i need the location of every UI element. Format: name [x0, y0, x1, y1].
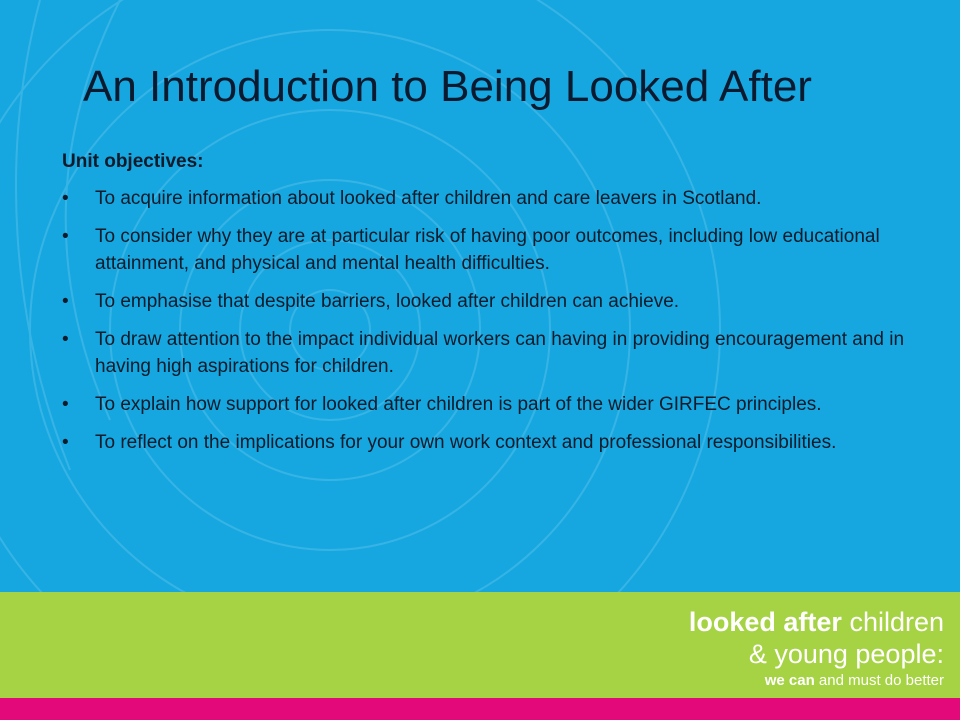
objective-text: To reflect on the implications for your own work context and professional responsibilities.: [95, 432, 837, 453]
objective-item: [62, 429, 922, 456]
objective-text: To emphasise that despite barriers, looked after children can achieve.: [95, 291, 680, 312]
objective-text: To draw attention to the impact individual workers can having in providing encouragement and in having high aspirations for children.: [95, 329, 905, 377]
slide-title: An Introduction to Being Looked After: [83, 62, 812, 111]
objective-text: To explain how support for looked after children is part of the wider GIRFEC principles.: [95, 394, 822, 415]
bullet-icon: •: [62, 291, 69, 312]
brand-line-1: [689, 606, 944, 638]
bullet-icon: •: [62, 432, 69, 453]
bottom-accent-strip: [0, 698, 960, 720]
brand-logo: [689, 606, 944, 692]
objective-item: [62, 391, 922, 418]
objective-item: [62, 185, 922, 212]
objective-item: [62, 326, 922, 380]
objectives-list: [62, 185, 922, 456]
brand-tagline: [689, 670, 944, 692]
objective-text: To acquire information about looked after children and care leavers in Scotland.: [95, 188, 762, 209]
objective-text: To consider why they are at particular risk of having poor outcomes, including low educational attainment, and physical and mental health difficulties.: [95, 226, 880, 274]
objectives-heading: Unit objectives:: [62, 151, 204, 172]
bullet-icon: •: [62, 226, 69, 247]
bullet-icon: •: [62, 394, 69, 415]
brand-tagline-rest: and must do better: [814, 672, 944, 689]
brand-line-1-bold: looked after: [688, 607, 842, 637]
objectives-section: [62, 148, 922, 467]
bullet-icon: •: [62, 329, 69, 350]
brand-tagline-bold: we can: [764, 672, 815, 689]
objective-item: [62, 223, 922, 277]
bullet-icon: •: [62, 188, 69, 209]
brand-line-2: & young people:: [748, 639, 944, 669]
brand-line-1-rest: children: [841, 607, 944, 637]
objective-item: [62, 288, 922, 315]
